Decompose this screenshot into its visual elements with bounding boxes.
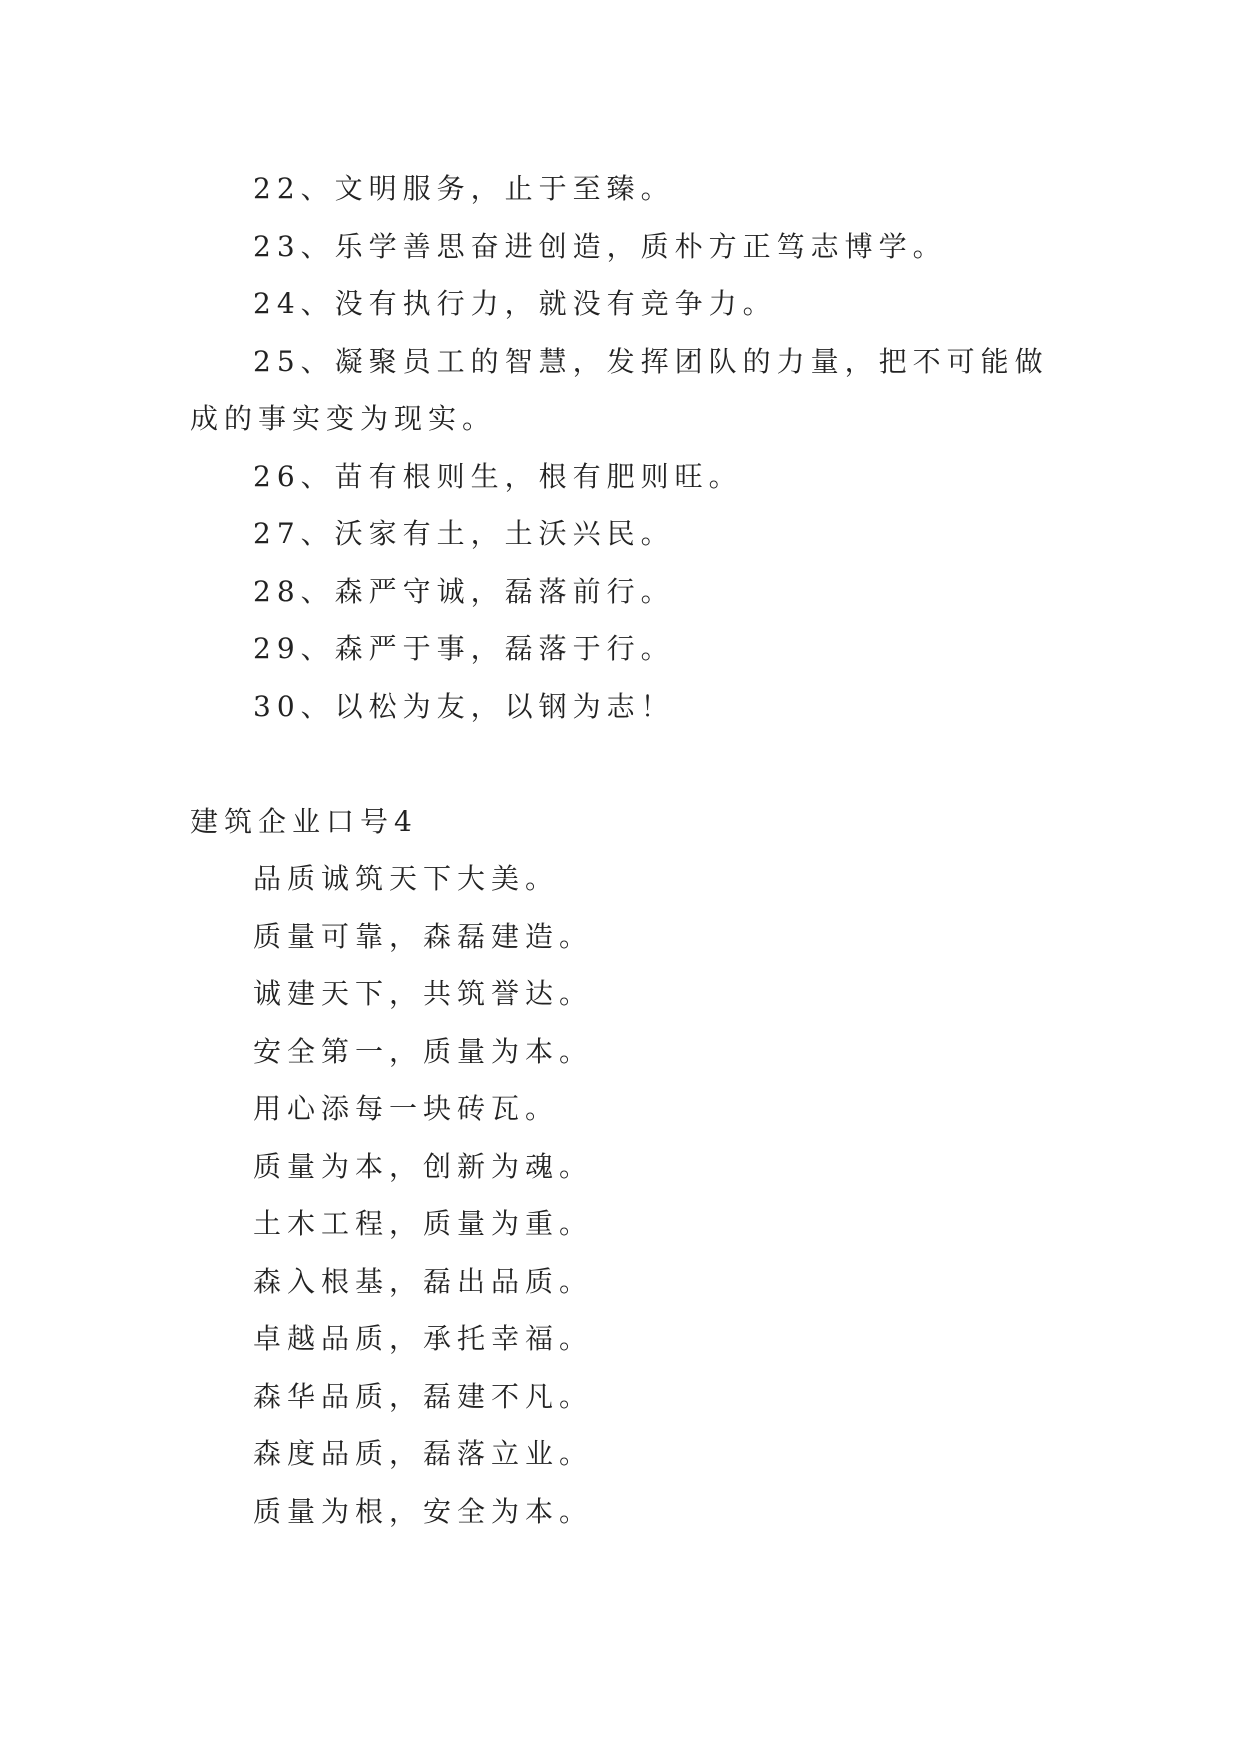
slogan-paragraph: 安全第一，质量为本。 <box>253 1034 594 1068</box>
slogan-paragraph: 23、乐学善思奋进创造，质朴方正笃志博学。 <box>253 229 947 263</box>
slogan-paragraph: 30、以松为友，以钢为志！ <box>253 689 675 723</box>
slogan-paragraph: 质量为根，安全为本。 <box>253 1494 594 1528</box>
slogan-paragraph: 土木工程，质量为重。 <box>253 1207 594 1240</box>
section-heading: 建筑企业口号4 <box>190 804 418 838</box>
slogan-paragraph: 质量可靠，森磊建造。 <box>253 919 594 953</box>
slogan-paragraph: 森华品质，磊建不凡。 <box>253 1379 594 1413</box>
slogan-paragraph: 质量为本，创新为魂。 <box>253 1149 594 1183</box>
slogan-paragraph: 诚建天下，共筑誉达。 <box>253 977 594 1010</box>
section-spacer <box>190 735 1060 793</box>
slogan-paragraph: 28、森严守诚，磊落前行。 <box>253 574 675 608</box>
slogan-paragraph: 22、文明服务，止于至臻。 <box>253 172 675 205</box>
document-body <box>190 160 1060 1540</box>
slogan-paragraph: 森入根基，磊出品质。 <box>253 1264 594 1298</box>
slogan-paragraph: 卓越品质，承托幸福。 <box>253 1322 594 1355</box>
slogan-paragraph: 24、没有执行力，就没有竞争力。 <box>253 287 777 320</box>
slogan-paragraph: 27、沃家有土，土沃兴民。 <box>253 517 675 550</box>
slogan-paragraph: 26、苗有根则生，根有肥则旺。 <box>253 459 743 493</box>
slogan-paragraph: 29、森严于事，磊落于行。 <box>253 632 675 665</box>
slogan-paragraph: 品质诚筑天下大美。 <box>253 862 560 895</box>
slogan-paragraph: 25、凝聚员工的智慧，发挥团队的力量，把不可能做成的事实变为现实。 <box>190 344 1049 435</box>
slogan-paragraph: 森度品质，磊落立业。 <box>253 1437 594 1470</box>
slogan-paragraph: 用心添每一块砖瓦。 <box>253 1092 560 1125</box>
